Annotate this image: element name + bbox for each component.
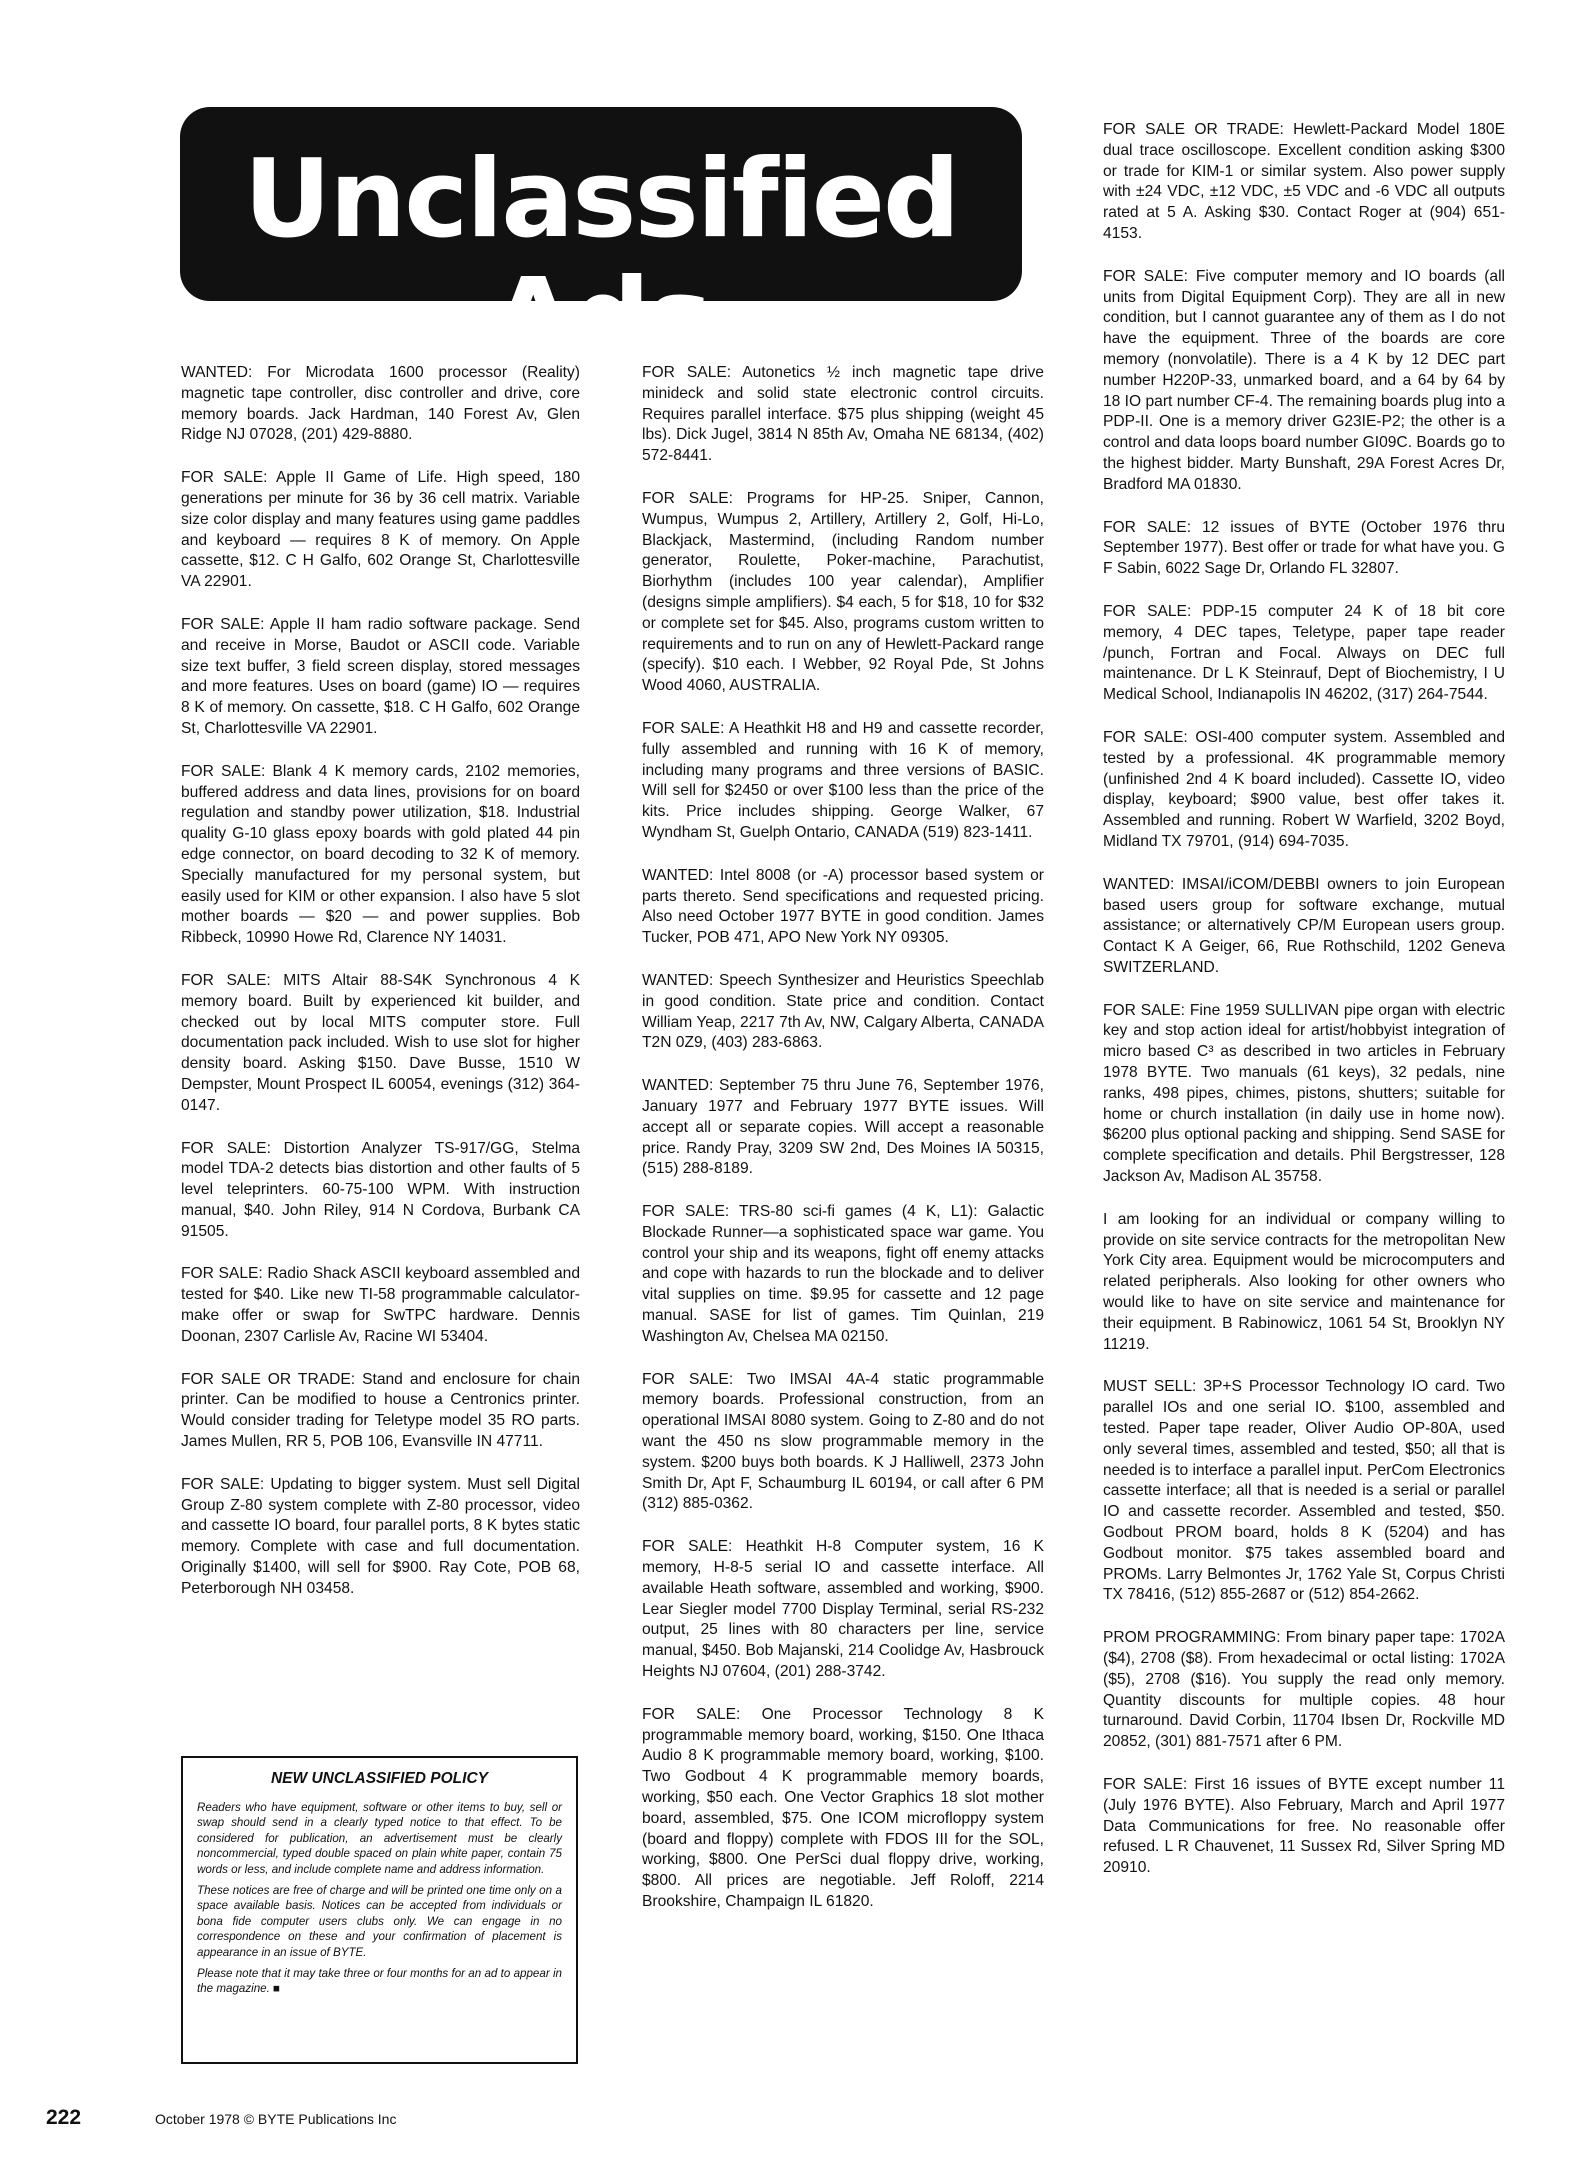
- ad-item: WANTED: For Microdata 1600 processor (Reality) magnetic tape controller, disc controller and drive, core memory boards. Jack Hardman, 140 Forest Av, Glen Ridge NJ 07028, (201) 429-8880.: [181, 364, 580, 444]
- page-number: 222: [46, 2106, 82, 2129]
- ad-item: FOR SALE OR TRADE: Hewlett-Packard Model 180E dual trace oscilloscope. Excellent condition asking $300 or trade for KIM-1 or similar system. Also power supply with ±24 VDC, ±12 VDC, ±5 VDC and -6 VDC all outputs rated at 5 A. Asking $30. Contact Roger at (904) 651-4153.: [1103, 121, 1505, 242]
- ad-item: FOR SALE: First 16 issues of BYTE except number 11 (July 1976 BYTE). Also February, March and April 1977 Data Communications for free. No reasonable offer refused. L R Chauvenet, 11 Sussex Rd, Silver Spring MD 20910.: [1103, 1775, 1505, 1877]
- ad-item: FOR SALE: One Processor Technology 8 K programmable memory board, working, $150. One Ithaca Audio 8 K programmable memory board, working, $100. Two Godbout 4 K programmable memory boards, working, $50 each. One Vector Graphics 18 slot mother board, assembled, $75. One ICOM microfloppy system (board and floppy) complete with FDOS III for the SOL, working, $800. One PerSci dual floppy drive, working, $800. All prices are negotiable. Jeff Roloff, 2214 Brookshire, Champaign IL 61820.: [642, 1705, 1044, 1910]
- policy-paragraph: Please note that it may take three or four months for an ad to appear in the magazine. ■: [197, 1967, 562, 1996]
- title-banner: [180, 107, 1022, 381]
- ad-item: FOR SALE: 12 issues of BYTE (October 1976 thru September 1977). Best offer or trade for what have you. G F Sabin, 6022 Sage Dr, Orlando FL 32807.: [1103, 518, 1505, 578]
- ad-item: WANTED: September 75 thru June 76, September 1976, January 1977 and February 1977 BYTE issues. Will accept all or separate copies. Will accept a reasonable price. Randy Pray, 3209 SW 2nd, Des Moines IA 50315, (515) 288-8189.: [642, 1077, 1044, 1178]
- ad-item: WANTED: Speech Synthesizer and Heuristics Speechlab in good condition. State price and condition. Contact William Yeap, 2217 7th Av, NW, Calgary Alberta, CANADA T2N 0Z9, (403) 283-6863.: [642, 971, 1044, 1052]
- ad-item: FOR SALE: Heathkit H-8 Computer system, 16 K memory, H-8-5 serial IO and cassette interface. All available Heath software, assembled and working, $900. Lear Siegler model 7700 Display Terminal, serial RS-232 output, 25 lines with 80 characters per line, service manual, $450. Bob Majanski, 214 Coolidge Av, Hasbrouck Heights NJ 07604, (201) 288-3742.: [642, 1538, 1044, 1681]
- ad-item: FOR SALE: Radio Shack ASCII keyboard assembled and tested for $40. Like new TI-58 programmable calculator-make offer or swap for SwTPC hardware. Dennis Doonan, 2307 Carlisle Av, Racine WI 53404.: [181, 1265, 580, 1345]
- ad-item: WANTED: Intel 8008 (or -A) processor based system or parts thereto. Send specifications and requested pricing. Also need October 1977 BYTE in good condition. James Tucker, POB 471, APO New York NY 09305.: [642, 866, 1044, 947]
- ad-item: FOR SALE: Blank 4 K memory cards, 2102 memories, buffered address and data lines, provisions for on board regulation and standby power utilization, $18. Industrial quality G-10 glass epoxy boards with gold plated 44 pin edge connector, on board decoding to 32 K of memory. Specially manufactured for my personal system, but easily used for KIM or other expansion. I also have 5 slot mother boards — $20 — and power supplies. Bob Ribbeck, 10990 Howe Rd, Clarence NY 14031.: [181, 762, 580, 947]
- footer-credit: October 1978 © BYTE Publications Inc: [155, 2111, 397, 2127]
- policy-box: [181, 1756, 578, 2064]
- ad-item: FOR SALE: PDP-15 computer 24 K of 18 bit core memory, 4 DEC tapes, Teletype, paper tape reader /punch, Fortran and Focal. Always on DEC full maintenance. Dr L K Steinrauf, Dept of Biochemistry, I U Medical School, Indianapolis IN 46202, (317) 264-7544.: [1103, 602, 1505, 704]
- ad-item: FOR SALE: MITS Altair 88-S4K Synchronous 4 K memory board. Built by experienced kit builder, and checked out by local MITS computer store. Full documentation pack included. Wish to use slot for higher density board. Asking $150. Dave Busse, 1510 W Dempster, Mount Prospect IL 60054, evenings (312) 364-0147.: [181, 971, 580, 1114]
- policy-paragraph: These notices are free of charge and will be printed one time only on a space available basis. Notices can be accepted from individuals or bona fide computer users clubs only. We can engage in no correspondence on these and your confirmation of placement is appearance in an issue of BYTE.: [197, 1884, 562, 1959]
- ad-item: PROM PROGRAMMING: From binary paper tape: 1702A ($4), 2708 ($8). From hexadecimal or octal listing: 1702A ($5), 2708 ($16). You supply the read only memory. Quantity discounts for multiple copies. 48 hour turnaround. David Corbin, 11704 Ibsen Dr, Rockville MD 20852, (301) 881-7571 after 6 PM.: [1103, 1629, 1505, 1751]
- column-2: [642, 363, 1044, 1935]
- ad-item: FOR SALE: Updating to bigger system. Must sell Digital Group Z-80 system complete with Z-80 processor, video and cassette IO board, four parallel ports, 8 K bytes static memory. Complete with case and full documentation. Originally $1400, will sell for $900. Ray Cote, POB 68, Peterborough NH 03458.: [181, 1475, 580, 1597]
- page-title: Unclassified Ads: [243, 137, 959, 381]
- ad-item: FOR SALE: Apple II ham radio software package. Send and receive in Morse, Baudot or ASCII code. Variable size text buffer, 3 field screen display, stored messages and more features. Uses on board (game) IO — requires 8 K of memory. On cassette, $18. C H Galfo, 602 Orange St, Charlottesville VA 22901.: [181, 615, 580, 737]
- column-1: [181, 363, 580, 1622]
- ad-item: WANTED: IMSAI/iCOM/DEBBI owners to join European based users group for software exchange, mutual assistance; or alternatively CP/M European users group. Contact K A Geiger, 66, Rue Rothschild, 1202 Geneva SWITZERLAND.: [1103, 875, 1505, 976]
- ad-item: I am looking for an individual or company willing to provide on site service contracts for the metropolitan New York City area. Equipment would be microcomputers and related peripherals. Also looking for other owners who would like to have on site service and maintenance for their equipment. B Rabinowicz, 1061 54 St, Brooklyn NY 11219.: [1103, 1210, 1505, 1353]
- ad-item: MUST SELL: 3P+S Processor Technology IO card. Two parallel IOs and one serial IO. $100, assembled and tested. Paper tape reader, Oliver Audio OP-80A, used only several times, assembled and tested, $50; all that is needed is to interface a parallel input. PerCom Electronics cassette interface; all that is needed is a serial or parallel IO and cassette recorder. Assembled and tested, $50. Godbout PROM board, holds 8 K (5204) and has Godbout monitor. $75 takes assembled board and PROMs. Larry Belmontes Jr, 1762 Yale St, Corpus Christi TX 78416, (512) 855-2687 or (512) 854-2662.: [1103, 1378, 1505, 1604]
- ad-item: FOR SALE: TRS-80 sci-fi games (4 K, L1): Galactic Blockade Runner—a sophisticated space war game. You control your ship and its weapons, fight off enemy attacks and cope with hazards to run the blockade and to deliver vital supplies on time. $9.95 for cassette and 12 page manual. SASE for list of games. Tim Quinlan, 219 Washington Av, Chelsea MA 02150.: [642, 1203, 1044, 1345]
- ad-item: FOR SALE: Apple II Game of Life. High speed, 180 generations per minute for 36 by 36 cell matrix. Variable size color display and many features using game paddles and keyboard — requires 8 K of memory. On Apple cassette, $12. C H Galfo, 602 Orange St, Charlottesville VA 22901.: [181, 469, 580, 591]
- ad-item: FOR SALE: OSI-400 computer system. Assembled and tested by a professional. 4K programmable memory (unfinished 2nd 4 K board included). Cassette IO, video display, keyboard; $900 value, best offer takes it. Assembled and running. Robert W Warfield, 3202 Boyd, Midland TX 79701, (914) 694-7035.: [1103, 728, 1505, 850]
- ad-item: FOR SALE: Distortion Analyzer TS-917/GG, Stelma model TDA-2 detects bias distortion and other faults of 5 level teleprinters. 60-75-100 WPM. With instruction manual, $40. John Riley, 914 N Cordova, Burbank CA 91505.: [181, 1139, 580, 1240]
- ad-item: FOR SALE: Autonetics ½ inch magnetic tape drive minideck and solid state electronic control circuits. Requires parallel interface. $75 plus shipping (weight 45 lbs). Dick Jugel, 3814 N 85th Av, Omaha NE 68134, (402) 572-8441.: [642, 364, 1044, 465]
- ad-item: FOR SALE: Fine 1959 SULLIVAN pipe organ with electric key and stop action ideal for artist/hobbyist integration of micro based C³ as described in two articles in February 1978 BYTE. Two manuals (61 keys), 32 pedals, nine ranks, 498 pipes, chimes, pistons, shutters; suitable for home or church installation (in daily use in home now). $6200 plus optional packing and shipping. Send SASE for complete specification and details. Phil Bergstresser, 128 Jackson Av, Madison AL 35758.: [1103, 1001, 1505, 1186]
- policy-paragraph: Readers who have equipment, software or other items to buy, sell or swap should send in a clearly typed notice to that effect. To be considered for publication, an advertisement must be clearly noncommercial, typed double spaced on plain white paper, contain 75 words or less, and include complete name and address information.: [197, 1801, 562, 1876]
- policy-title: NEW UNCLASSIFIED POLICY: [270, 1770, 488, 1787]
- ad-item: FOR SALE: A Heathkit H8 and H9 and cassette recorder, fully assembled and running with 16 K of memory, including many programs and three versions of BASIC. Will sell for $2450 or over $100 less than the price of the kits. Price includes shipping. George Walker, 67 Wyndham St, Guelph Ontario, CANADA (519) 823-1411.: [642, 719, 1044, 841]
- ad-item: FOR SALE: Two IMSAI 4A-4 static programmable memory boards. Professional construction, from an operational IMSAI 8080 system. Going to Z-80 and do not want the 450 ns slow programmable memory in the system. $200 buys both boards. K J Halliwell, 2373 John Smith Dr, Apt F, Schaumburg IL 60194, or call after 6 PM (312) 885-0362.: [642, 1370, 1044, 1513]
- ad-item: FOR SALE: Programs for HP-25. Sniper, Cannon, Wumpus, Wumpus 2, Artillery, Artillery 2, Golf, Hi-Lo, Blackjack, Mastermind, (including Random number generator, Roulette, Poker-machine, Parachutist, Biorhythm (includes 100 year calendar), Amplifier (designs simple amplifiers). $4 each, 5 for $18, 10 for $32 or complete set for $45. Also, programs custom written to requirements and to run on any of Hewlett-Packard range (specify). $10 each. I Webber, 92 Royal Pde, St Johns Wood 4060, AUSTRALIA.: [642, 489, 1044, 695]
- ad-item: FOR SALE: Five computer memory and IO boards (all units from Digital Equipment Corp). They are all in new condition, but I cannot guarantee any of them as I do not have the equipment. Three of the boards are core memory (nonvolatile). There is a 4 K by 12 DEC part number H220P-33, unmarked board, and a 64 by 64 by 18 IO part number CF-4. The remaining boards plug into a PDP-II. One is a memory driver G23IE-P2; the other is a control and data loops board number GI09C. Boards go to the highest bidder. Marty Bunshaft, 29A Forest Acres Dr, Bradford MA 01830.: [1103, 267, 1505, 493]
- column-3: [1103, 120, 1505, 1901]
- ad-item: FOR SALE OR TRADE: Stand and enclosure for chain printer. Can be modified to house a Centronics printer. Would consider trading for Teletype model 35 RO parts. James Mullen, RR 5, POB 106, Evansville IN 47711.: [181, 1370, 580, 1451]
